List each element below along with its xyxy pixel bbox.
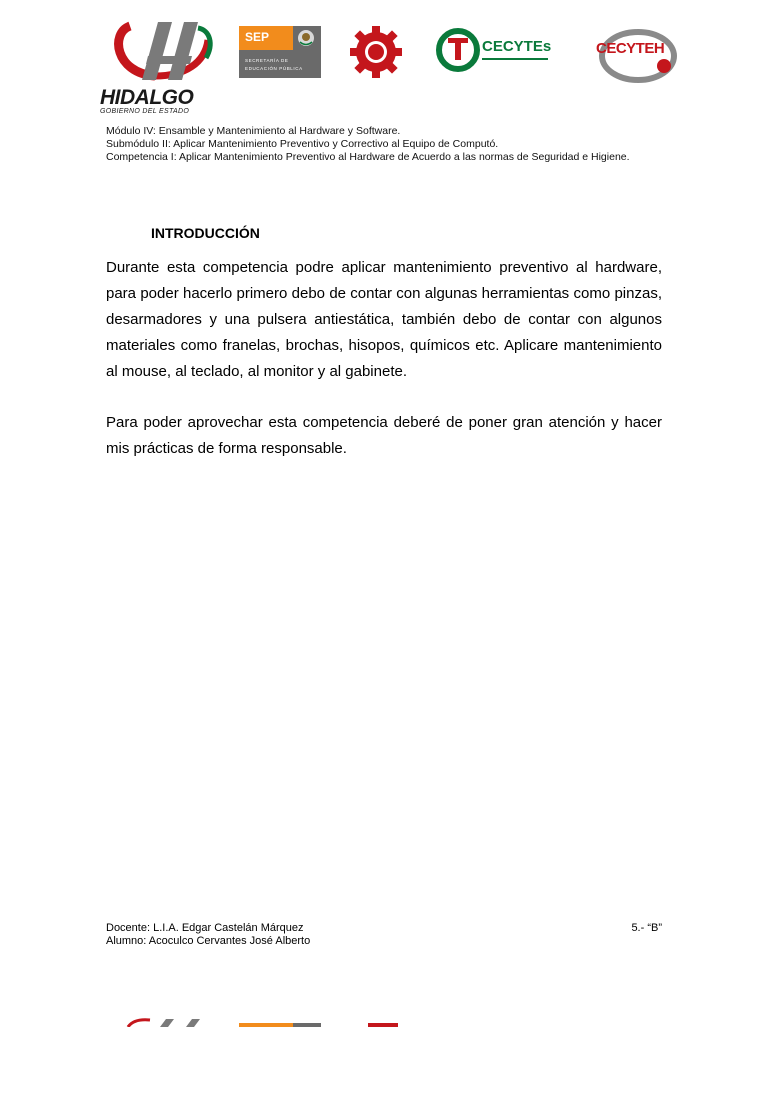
gear-emblem-icon [348, 20, 404, 84]
cecytes-underline [482, 58, 548, 60]
dgeti-logo [348, 20, 404, 84]
document-header [106, 125, 662, 164]
hidalgo-logo [100, 18, 220, 118]
cecyteh-wordmark: CECYTEH [596, 40, 665, 57]
next-page-logo-tops [0, 1017, 768, 1027]
footer-docente: Docente: L.I.A. Edgar Castelán Márquez [106, 922, 304, 934]
section-title: INTRODUCCIÓN [151, 225, 260, 241]
hidalgo-wordmark: HIDALGO [100, 86, 194, 109]
hidalgo-emblem [100, 18, 220, 88]
sep-wordmark: SEP [245, 30, 270, 44]
cecytes-logo [436, 26, 551, 76]
sep-logo [239, 26, 321, 78]
intro-paragraph-1: Durante esta competencia podre aplicar mantenimiento preventivo al hardware, para poder hacerlo primero debo de contar con algunas herramientas como pinzas, desarmadores y una pulsera antiestática, también debo de contar con algunos materiales como franelas, brochas, hisopos, químicos etc. Aplicare mantenimiento al mouse, al teclado, al monitor y al gabinete. [106, 259, 662, 380]
competencia-line: Competencia I: Aplicar Mantenimiento Preventivo al Hardware de Acuerdo a las normas de Seguridad e Higiene. [106, 151, 630, 163]
next-page-logos-partial [0, 1014, 768, 1114]
intro-paragraph-2: Para poder aprovechar esta competencia deberé de poner gran atención y hacer mis prácticas de forma responsable. [106, 414, 662, 457]
header-logos [0, 18, 768, 118]
footer-alumno: Alumno: Acoculco Cervantes José Alberto [106, 935, 311, 947]
sep-line-2: EDUCACIÓN PÚBLICA [245, 66, 303, 71]
footer-group: 5.- “B” [631, 922, 662, 934]
hidalgo-subtitle: GOBIERNO DEL ESTADO [100, 108, 190, 115]
submodulo-line: Submódulo II: Aplicar Mantenimiento Preventivo y Correctivo al Equipo de Computó. [106, 138, 499, 150]
mexico-seal-icon [295, 28, 317, 48]
sep-line-1: SECRETARÍA DE [245, 58, 289, 63]
cecytes-emblem-icon [436, 26, 480, 74]
page-footer [106, 922, 662, 948]
modulo-line: Módulo IV: Ensamble y Mantenimiento al Hardware y Software. [106, 125, 401, 137]
cecyteh-logo [592, 26, 678, 86]
cecytes-wordmark: CECYTEs [482, 38, 552, 55]
